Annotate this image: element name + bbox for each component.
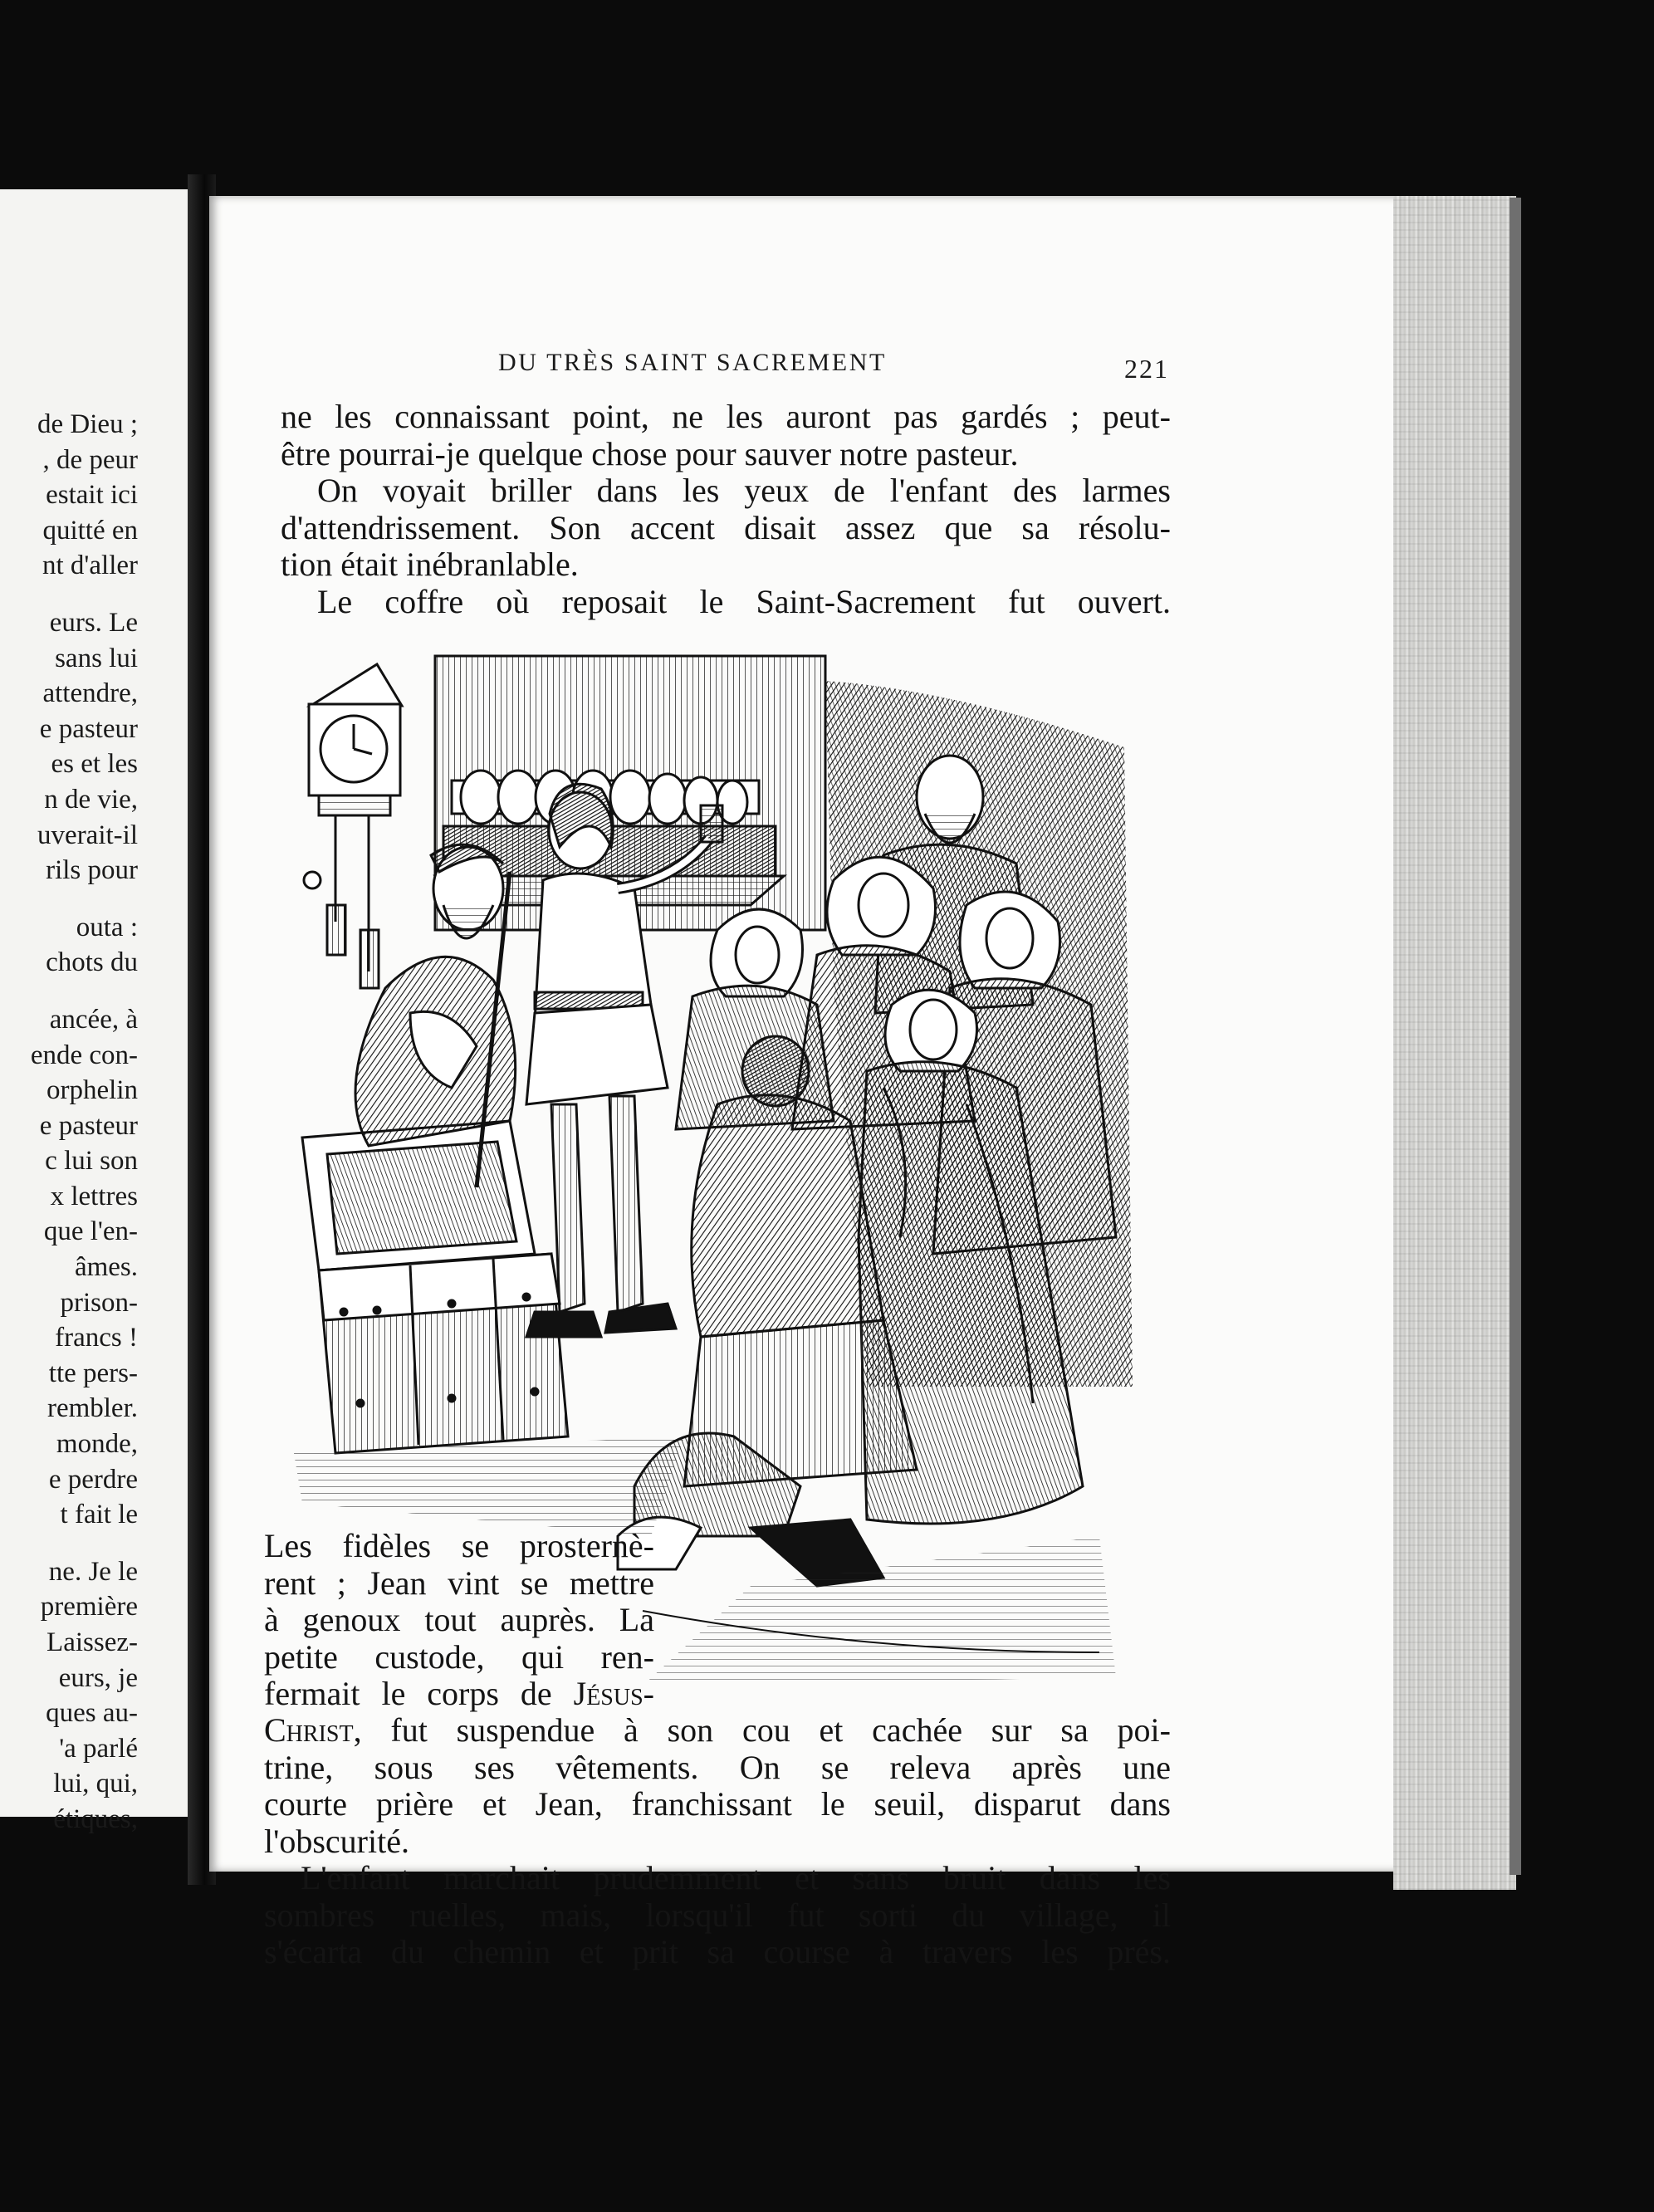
left-page-line: es et les bbox=[51, 749, 138, 780]
left-page-line: de Dieu ; bbox=[37, 409, 138, 439]
text-block-wrap bbox=[264, 1528, 654, 1713]
left-page-line: sans lui bbox=[55, 643, 138, 673]
small-caps-word: Christ bbox=[264, 1711, 354, 1749]
left-page-gap bbox=[0, 981, 138, 1002]
left-page-line: tte pers- bbox=[48, 1358, 138, 1388]
text-line: sombres ruelles, mais, lorsqu'il fut sorti du village, il bbox=[264, 1896, 1171, 1934]
left-page-line: e perdre bbox=[48, 1464, 138, 1495]
left-page-gap bbox=[0, 888, 138, 910]
text-line: fermait le corps de Jésus- bbox=[264, 1675, 654, 1712]
left-page-line: ende con- bbox=[30, 1040, 138, 1070]
text-line: courte prière et Jean, franchissant le seuil, disparut dans bbox=[264, 1785, 1171, 1823]
left-page-line: orphelin bbox=[46, 1075, 138, 1106]
left-page-line: lui, qui, bbox=[53, 1769, 138, 1799]
left-page bbox=[0, 189, 189, 1834]
text-line: l'obscurité. bbox=[264, 1822, 409, 1860]
left-page-line: francs ! bbox=[55, 1323, 138, 1353]
left-page-line: que l'en- bbox=[43, 1216, 138, 1247]
left-page-gap bbox=[0, 1533, 138, 1554]
text-line: On voyait briller dans les yeux de l'enfant des larmes bbox=[317, 472, 1171, 509]
left-page-line: prison- bbox=[60, 1287, 138, 1318]
left-page-line: ancée, à bbox=[49, 1004, 138, 1035]
left-page-line: chots du bbox=[46, 947, 138, 978]
text-line: Les fidèles se prosternè- bbox=[264, 1527, 654, 1564]
left-page-line: c lui son bbox=[45, 1146, 138, 1177]
text-line: Christ, fut suspendue à son cou et cachée sur sa poi- bbox=[264, 1711, 1171, 1749]
text-line: être pourrai-je quelque chose pour sauver notre pasteur. bbox=[281, 434, 1019, 472]
left-page-gap bbox=[0, 584, 138, 605]
text-line: d'attendrissement. Son accent disait assez que sa résolu- bbox=[281, 508, 1171, 546]
text-line: trine, sous ses vêtements. On se releva après une bbox=[264, 1748, 1171, 1786]
text-block-top bbox=[281, 399, 1171, 620]
left-page-line: étiques, bbox=[53, 1803, 138, 1834]
left-page-line: uverait-il bbox=[37, 820, 138, 850]
page-stack-edges bbox=[1393, 196, 1516, 1890]
text-block-bottom bbox=[264, 1712, 1171, 1971]
left-page-line: 'a parlé bbox=[59, 1733, 138, 1764]
left-page-line: attendre, bbox=[42, 678, 138, 709]
left-page-line: rils pour bbox=[46, 855, 138, 886]
cover-edge bbox=[1510, 198, 1521, 1875]
left-page-line: rembler. bbox=[46, 1393, 138, 1424]
left-page-line: , de peur bbox=[42, 444, 138, 475]
left-page-line: ques au- bbox=[46, 1698, 138, 1729]
left-page-line: Laissez- bbox=[46, 1627, 138, 1657]
left-page-line: eurs. Le bbox=[49, 607, 138, 638]
left-page-text bbox=[0, 407, 138, 1838]
left-page-line: nt d'aller bbox=[42, 551, 138, 581]
left-page-line: t fait le bbox=[60, 1500, 138, 1530]
left-page-line: e pasteur bbox=[39, 1110, 138, 1141]
left-page-line: estait ici bbox=[46, 480, 138, 511]
text-line: petite custode, qui ren- bbox=[264, 1637, 654, 1676]
left-page-line: n de vie, bbox=[44, 784, 138, 815]
page-number: 221 bbox=[1124, 354, 1169, 384]
text-line: à genoux tout auprès. La bbox=[264, 1601, 654, 1638]
text-line: rent ; Jean vint se mettre bbox=[264, 1564, 654, 1602]
left-page-line: outa : bbox=[76, 912, 138, 942]
left-page-line: x lettres bbox=[50, 1181, 138, 1211]
small-caps-word: Jésus bbox=[573, 1675, 643, 1712]
left-page-line: âmes. bbox=[74, 1252, 138, 1283]
left-page-line: e pasteur bbox=[39, 713, 138, 744]
running-title: DU TRÈS SAINT SACREMENT bbox=[498, 349, 887, 376]
left-page-line: première bbox=[40, 1592, 138, 1622]
left-page-line: ne. Je le bbox=[48, 1556, 138, 1587]
left-page-line: eurs, je bbox=[58, 1662, 138, 1693]
text-line: s'écarta du chemin et prit sa course à travers les prés. bbox=[264, 1933, 1171, 1970]
left-page-line: monde, bbox=[56, 1429, 138, 1460]
text-line: ne les connaissant point, ne les auront pas gardés ; peut- bbox=[281, 398, 1171, 435]
left-page-line: quitté en bbox=[42, 515, 138, 546]
text-line: Le coffre où reposait le Saint-Sacrement fut ouvert. bbox=[317, 582, 1171, 620]
text-line: L'enfant marchait prudemment et sans bruit dans les bbox=[301, 1859, 1171, 1896]
text-line: tion était inébranlable. bbox=[281, 546, 579, 583]
